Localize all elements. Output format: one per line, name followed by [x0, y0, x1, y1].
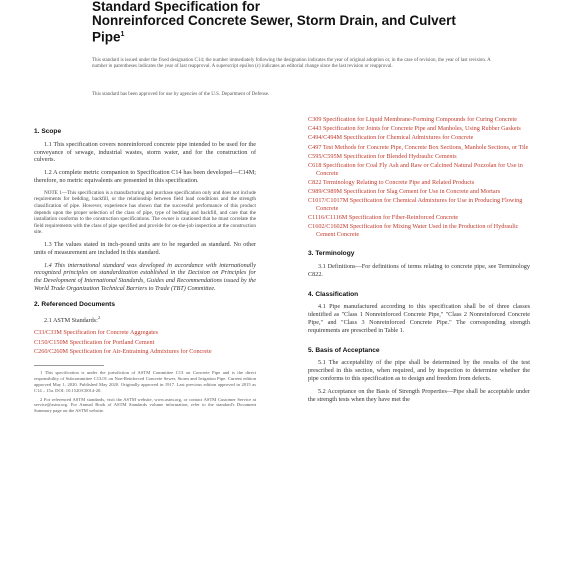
paragraph-3-1: 3.1 Definitions—For definitions of terms relating to concrete pipe, see Terminology C822.	[308, 263, 530, 278]
left-column	[34, 120, 256, 417]
reference-link[interactable]: C989/C989M Specification for Slag Cement for Use in Concrete and Mortars	[308, 187, 501, 195]
section-heading-basis-of-acceptance: 5. Basis of Acceptance	[308, 346, 380, 354]
reference-link[interactable]: C1602/C1602M Specification for Mixing Water Used in the Production of Hydraulic Cement Concrete	[308, 223, 519, 238]
designation-note: This standard is issued under the fixed designation C14; the number immediately following the designation indicates the year of original adoption or, in the case of revision, the year of last revision. A number in parentheses indicates the year of last reapproval. A superscript epsilon (ε) indicates an editorial change since the last revision or reapproval.	[92, 58, 491, 70]
section-heading-terminology: 3. Terminology	[308, 250, 355, 258]
dod-approval-note: This standard has been approved for use by agencies of the U.S. Department of Defense.	[92, 92, 270, 97]
refs-intro: 2.1 ASTM Standards:$^2$	[44, 314, 101, 324]
footnote-divider	[34, 365, 104, 366]
title-line-2: Nonreinforced Concrete Sewer, Storm Drain, and Culvert	[92, 13, 456, 28]
paragraph-5-1: 5.1 The acceptability of the pipe shall be determined by the results of the test prescribed in this section, when required, and by inspection to determine whether the pipe conforms to this specification as to design and freedom from defects.	[308, 359, 530, 383]
paragraph-1-1: 1.1 This specification covers nonreinforced concrete pipe intended to be used for the conveyance of sewage, industrial wastes, storm water, and for the construction of culverts.	[34, 140, 256, 164]
reference-link[interactable]: C595/C595M Specification for Blended Hydraulic Cements	[308, 152, 457, 160]
paragraph-1-4: 1.4 This international standard was developed in accordance with internationally recognized principles on standardization established in the Decision on Principles for the Development of International Standards, Guides and Recommendations issued by the World Trade Organization Technical Barriers to Trade (TBT) Committee.	[34, 261, 256, 292]
reference-link[interactable]: C33/C33M Specification for Concrete Aggregates	[34, 329, 159, 337]
paragraph-4-1: 4.1 Pipe manufactured according to this specification shall be of three classes identified as "Class 1 Nonreinforced Concrete Pipe," "Class 2 Nonreinforced Concrete Pipe," and "Class 3 Nonreinforced Concrete Pipe." The corresponding strength requirements are prescribed in Table 1.	[308, 303, 530, 334]
note-1: NOTE 1—This specification is a manufacturing and purchase specification only and does not include requirements for bedding, backfill, or the relationship between field load conditions and the strength classification of pipe. However, experience has shown that the successful performance of this product depends upon the proper selection of the class of pipe, type of bedding and backfill, and care that the installation conforms to the construction specifications. The owner is cautioned that he must correlate the field requirements with the class of pipe specified and provide for on-the-job inspection at the construction site.	[34, 189, 256, 236]
reference-link[interactable]: C822 Terminology Relating to Concrete Pipe and Related Products	[308, 178, 475, 186]
document-title	[92, 0, 492, 45]
reference-link[interactable]: C1116/C1116M Specification for Fiber-Reinforced Concrete	[308, 213, 459, 221]
section-heading-scope: 1. Scope	[34, 128, 62, 135]
reference-link[interactable]: C494/C494M Specification for Chemical Admixtures for Concrete	[308, 134, 474, 142]
paragraph-1-3: 1.3 The values stated in inch-pound units are to be regarded as standard. No other units of measurement are included in this standard.	[34, 240, 256, 256]
footnote-1: 1 This specification is under the jurisdiction of ASTM Committee C13 on Concrete Pipe and is the direct responsibility of Subcommittee C13.01 on Non-Reinforced Concrete Sewer, Storm and Irrigation Pipe. Current edition approved May 1, 2020. Published May 2020. Originally approved in 1917. Last previous edition approved in 2015 as C14 – 15a. DOI: 10.1520/C0014-20.	[34, 370, 256, 393]
reference-link[interactable]: C1017/C1017M Specification for Chemical Admixtures for Use in Producing Flowing Concrete	[308, 197, 523, 212]
footnote-2: 2 For referenced ASTM standards, visit the ASTM website, www.astm.org, or contact ASTM Customer Service at service@astm.org. For Annual Book of ASTM Standards volume information, refer to the standard's Document Summary page on the ASTM website.	[34, 396, 256, 414]
section-heading-classification: 4. Classification	[308, 290, 359, 298]
section-heading-referenced-documents: 2. Referenced Documents	[34, 300, 115, 308]
reference-link[interactable]: C618 Specification for Coal Fly Ash and Raw or Calcined Natural Pozzolan for Use in Concrete	[308, 161, 523, 177]
title-line-3: Pipe$^1$	[92, 29, 125, 45]
reference-link[interactable]: C443 Specification for Joints for Concrete Pipe and Manholes, Using Rubber Gaskets	[308, 125, 521, 133]
reference-link[interactable]: C309 Specification for Liquid Membrane-Forming Compounds for Curing Concrete	[308, 116, 517, 123]
paragraph-5-2: 5.2 Acceptance on the Basis of Strength Properties—Pipe shall be acceptable under the strength tests when they have met the	[308, 387, 530, 403]
paragraph-1-2: 1.2 A complete metric companion to Specification C14 has been developed—C14M; therefore, no metric equivalents are presented in this specification.	[34, 169, 256, 184]
right-column	[308, 116, 530, 408]
title-line-1: Standard Specification for	[92, 0, 261, 14]
reference-link[interactable]: C260/C260M Specification for Air-Entraining Admixtures for Concrete	[34, 347, 212, 355]
reference-link[interactable]: C497 Test Methods for Concrete Pipe, Concrete Box Sections, Manhole Sections, or Tile	[308, 143, 529, 151]
reference-link[interactable]: C150/C150M Specification for Portland Cement	[34, 338, 155, 346]
